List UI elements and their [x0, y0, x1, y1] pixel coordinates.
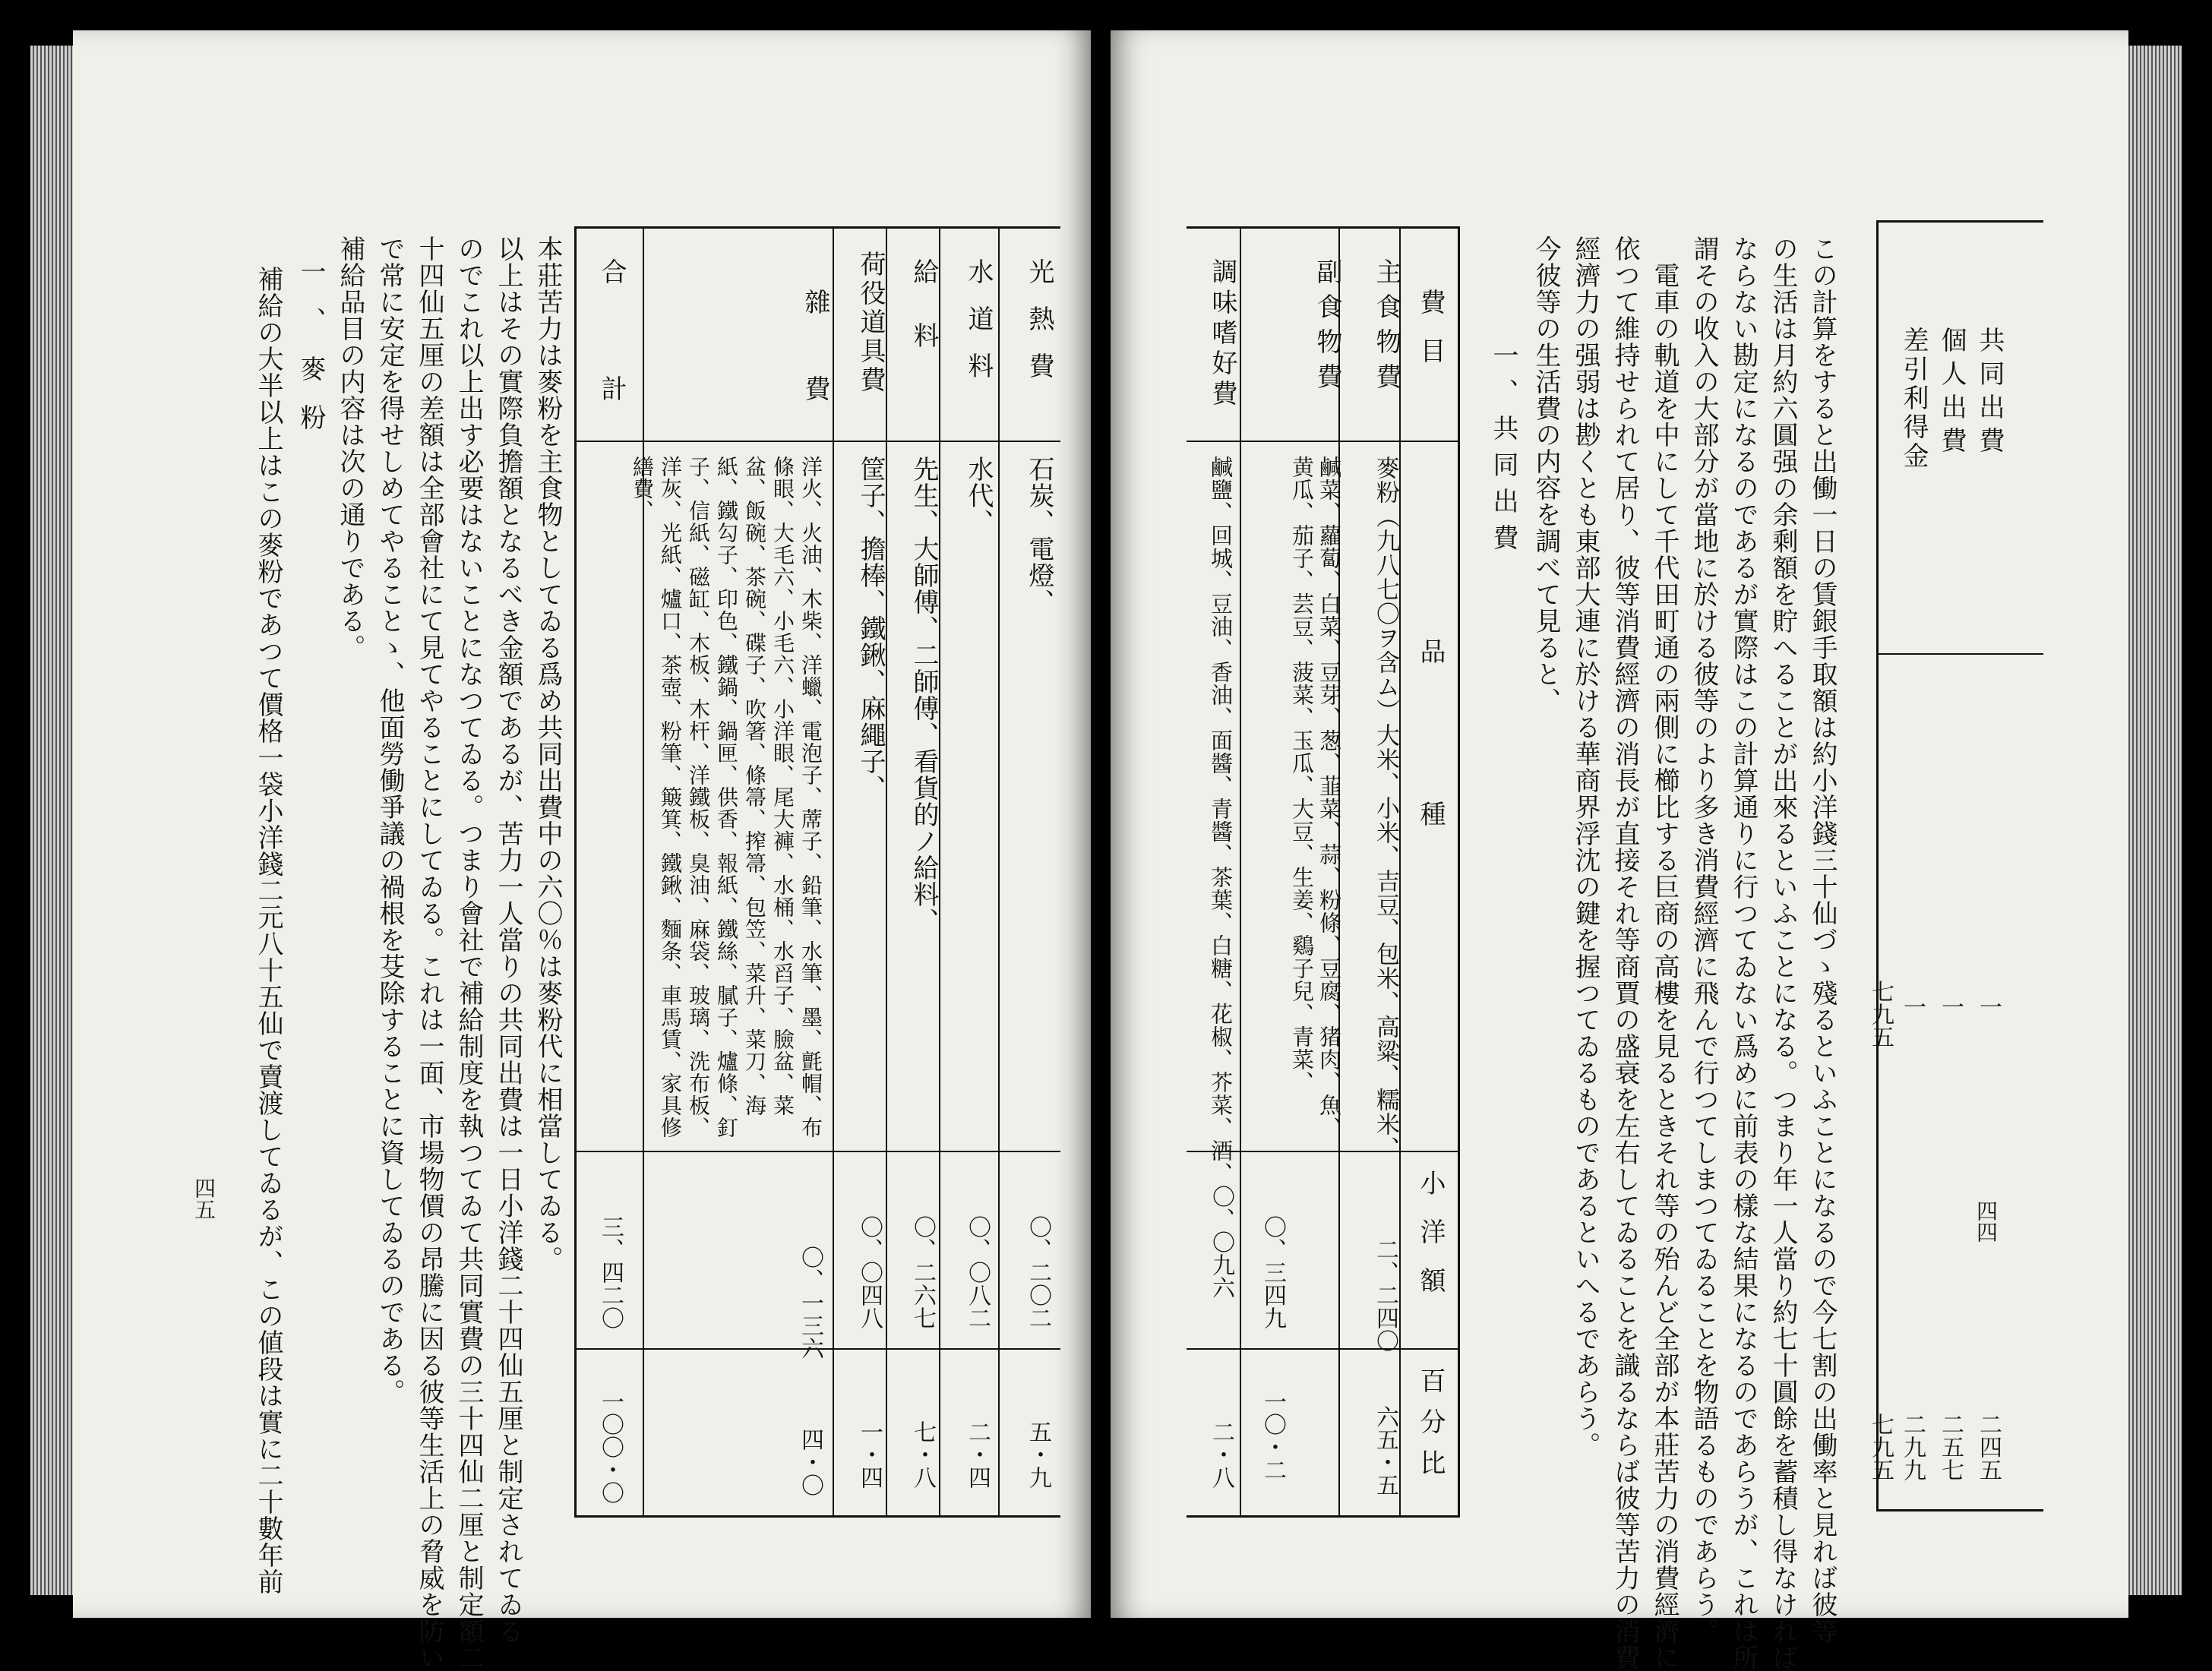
row-amount-7: 〇、〇四八	[856, 1215, 883, 1329]
summary-value-2: 二五七	[1937, 1413, 1964, 1481]
left-page-edge	[30, 46, 73, 1595]
row-percent-1: 六五・五	[1372, 1405, 1398, 1496]
left-subheading: 一、麥粉	[295, 258, 326, 453]
paragraph-line-7: 經濟力の强弱は尠くとも東部大連に於ける華商界浮沈の鍵を握つてゐるものであるといへるであらう。	[1570, 235, 1601, 1458]
paragraph-line-6: 依つて維持せられて居り、彼等消費經濟の消長が直接それ等商賈の盛衰を左右してゐることを識るならば彼等苦力の消費	[1610, 235, 1640, 1671]
left-paragraph-1: 本莊苦力は麥粉を主食物としてゐる爲め共同出費中の六〇％は麥粉代に相當してゐる。	[532, 235, 563, 1272]
row-item-2: 副食物費	[1312, 258, 1342, 398]
row-goods-2: 鹹菜、蘿蔔、白菜、豆芽、葱、韮菜、蒜、粉條、豆腐、猪肉、魚、黄瓜、茄子、芸豆、菠菜、玉瓜、大豆、生姜、鷄子兒、青菜、	[1289, 456, 1342, 1139]
table-rule	[1187, 441, 1460, 442]
row-item-6: 給料	[908, 258, 939, 386]
paragraph-line-1: この計算をすると出働一日の賃銀手取額は約小洋錢三十仙づゝ殘るといふことになるので今七割の出働率と見れば彼等	[1807, 235, 1838, 1644]
summary-label-1: 共同出費	[1974, 327, 2005, 460]
total-label: 合計	[596, 258, 627, 492]
row-amount-6: 〇、二六七	[909, 1215, 936, 1329]
row-amount-2: 〇、三四九	[1259, 1215, 1286, 1329]
paragraph-line-2: の生活は月約六圓强の余剩額を貯へることが出來るといふことになる。つまり年一人當り約七十圓餘を蓄積し得なければ	[1768, 235, 1798, 1671]
row-goods-7: 筐子、擔棒、鐵鍬、麻繩子、	[855, 456, 886, 801]
row-amount-8: 〇、一三六	[797, 1246, 823, 1360]
row-amount-1: 二、二四〇	[1372, 1238, 1398, 1352]
page-number: 四五	[191, 1177, 216, 1220]
page-number: 四四	[1973, 1200, 1999, 1243]
header-goods: 品種	[1415, 638, 1446, 963]
table-rule	[939, 226, 940, 1518]
table-rule	[574, 1151, 1060, 1152]
table-rule	[998, 226, 1000, 1518]
row-amount-5: 〇、〇八二	[964, 1215, 991, 1329]
row-goods-6: 先生、大師傅、二師傅、看貨的ノ給料、	[908, 456, 939, 934]
row-goods-1: 麥粉（九八七〇ヲ含ム）大米、小米、吉豆、包米、高粱、糯米、	[1372, 456, 1399, 1161]
left-last-paragraph: 補給の大半以上はこの麥粉であつて價格一袋小洋錢二元八十五仙で賣渡してゐるが、この値段は實に二十數年前	[253, 266, 283, 1595]
row-percent-4: 五・九	[1025, 1420, 1051, 1489]
row-goods-5: 水代、	[963, 456, 994, 535]
summary-value-1: 二四五	[1975, 1413, 2002, 1481]
row-goods-3: 鹹鹽、回城、豆油、香油、面醬、青醬、茶葉、白糖、花椒、芥菜、酒、	[1208, 456, 1234, 1185]
summary-dash-2: 一	[1937, 995, 1964, 1018]
table-rule	[1187, 1348, 1460, 1350]
right-page	[1111, 30, 2128, 1671]
left-paragraph-4: 十四仙五厘の差額は全部會社にて見てやることにしてゐる。これは一面、市場物價の昂騰に因る彼等生活上の脅威を防い	[414, 235, 444, 1671]
header-amount: 小洋額	[1415, 1170, 1446, 1316]
total-amount: 三、四二〇	[597, 1215, 624, 1329]
summary-dash-3: 一	[1899, 995, 1926, 1018]
row-percent-8: 四・〇	[797, 1428, 823, 1496]
row-item-4: 光熱費	[1024, 258, 1054, 400]
summary-label-2: 個人出費	[1936, 327, 1967, 460]
summary-value-3: 二九九	[1899, 1413, 1926, 1481]
summary-label-3: 差引利得金	[1898, 327, 1929, 471]
paragraph-line-4: 謂その收入の大部分が當地に於ける彼等のより多き消費經濟に飛んで行つてしまつてゐることを物語るものであらう。	[1689, 235, 1719, 1644]
table-rule	[1399, 226, 1401, 1518]
table-rule	[1240, 226, 1241, 1518]
row-item-5: 水道料	[963, 258, 994, 400]
row-percent-2: 一〇・二	[1259, 1390, 1286, 1481]
row-amount-4: 〇、二〇二	[1025, 1215, 1051, 1329]
summary-divider	[1876, 653, 2043, 655]
row-percent-3: 二・八	[1208, 1420, 1234, 1489]
row-percent-5: 二・四	[964, 1420, 991, 1489]
table-rule	[643, 226, 644, 1518]
left-paragraph-3: のでこれ以上出す必要はないことになつてゐる。つまり會社で補給制度を執つてゐて共同實費の三十四仙二厘と制定額二	[453, 235, 484, 1671]
row-amount-3: 〇、〇九六	[1208, 1185, 1234, 1299]
row-item-8: 雜費	[800, 289, 830, 462]
summary-dash-1: 一	[1975, 995, 2002, 1018]
row-goods-8: 洋火、火油、木柴、洋蠟、電泡子、蓆子、鉛筆、水筆、墨、氈帽、布條眼、大毛六、小毛六、小洋眼、尾大褲、水桶、水舀子、臉盆、菜盆、飯碗、茶碗、碟子、吹箸、條箒、搾箒、包笠、菜升、菜刀、海紙、鐵勾子、印色、鐵鍋、鍋匣、供香、報紙、鐵絲、膩子、爐條、釘子、信紙、磁缸、木板、木杆、洋鐵板、臭油、麻袋、玻璃、洗布板、洋灰、光紙、爐口、茶壺、粉筆、簸箕、鐵鍬、麵条、車馬賃、家具修繕費、	[630, 456, 823, 1139]
paragraph-line-8: 今彼等の生活費の内容を調べて見ると、	[1531, 235, 1561, 714]
left-paragraph-6: 補給品目の内容は次の通りである。	[335, 235, 365, 661]
row-percent-7: 一・四	[856, 1420, 883, 1489]
row-item-1: 主食物費	[1371, 258, 1401, 398]
header-percent: 百分比	[1415, 1367, 1446, 1490]
row-item-7: 荷役道具費	[855, 251, 886, 395]
header-item: 費目	[1415, 289, 1446, 386]
row-goods-4: 石炭、電燈、	[1024, 456, 1054, 615]
table-rule	[833, 226, 834, 1518]
paragraph-line-3: ならない勘定になるのであるが實際はこの計算通りに行つてゐない爲めに前表の樣な結果になるのであらうが、これは所	[1728, 235, 1759, 1671]
summary-total-right: 七九五	[1867, 1413, 1894, 1481]
left-paragraph-5: で常に安定を得せしめてやることゝ、他面勞働爭議の禍根を芟除することに資してゐるのである。	[374, 235, 405, 1405]
row-percent-6: 七・八	[909, 1420, 936, 1489]
left-page	[73, 30, 1091, 1671]
summary-total: 七九五	[1867, 980, 1894, 1048]
table-rule	[886, 226, 887, 1518]
left-paragraph-2: 以上はその實際負擔額となるべき金額であるが、苦力一人當りの共同出費は一日小洋錢二十四仙五厘と制定されてゐる	[493, 235, 523, 1644]
paragraph-line-5: 電車の軌道を中にして千代田町通の兩側に櫛比する巨商の高樓を見るときそれ等の殆んど全部が本莊苦力の消費經濟に	[1649, 262, 1680, 1671]
right-page-edge	[2128, 46, 2182, 1595]
total-percent: 一〇〇・〇	[597, 1390, 624, 1504]
row-item-3: 調味嗜好費	[1207, 258, 1237, 410]
section-heading: 一、共同出費	[1488, 342, 1518, 561]
